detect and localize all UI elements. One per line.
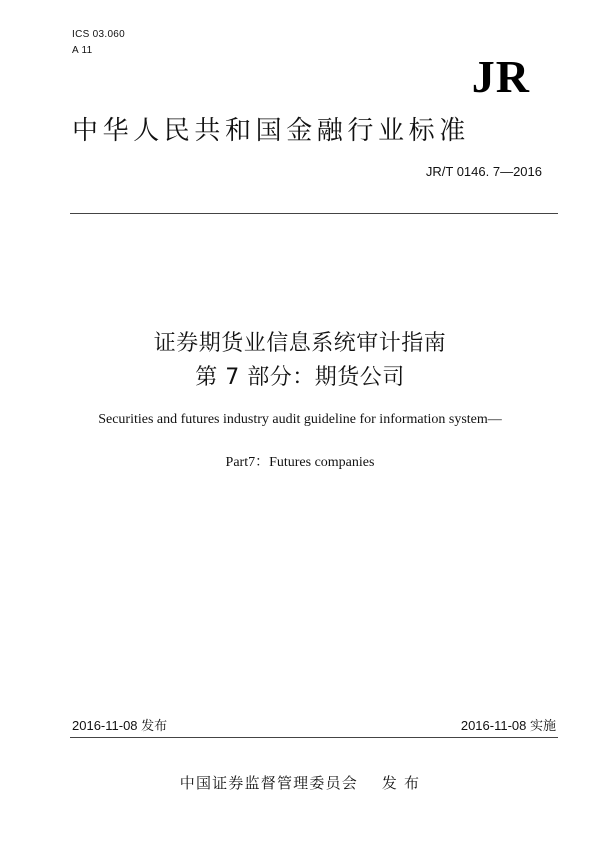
issue-date: 2016-11-08 发布 [72,718,168,733]
ics-code: ICS 03.060 [72,29,126,40]
top-divider [70,213,558,214]
title-en-line2: Part7：Futures companies [225,455,375,470]
jr-logo: JR [471,51,530,102]
bottom-divider [70,737,558,738]
standard-category: 中华人民共和国金融行业标准 [72,116,470,146]
standard-number: JR/T 0146. 7—2016 [425,164,542,179]
implementation-date: 2016-11-08 实施 [460,718,556,733]
classification-code: A 11 [72,45,93,56]
title-en-line1: Securities and futures industry audit guideline for information system— [98,412,502,427]
title-cn-line1: 证券期货业信息系统审计指南 [153,331,447,356]
title-cn-line2: 第 7 部分：期货公司 [195,365,405,390]
issuer-line: 中国证券监督管理委员会 发 布 [179,774,421,792]
